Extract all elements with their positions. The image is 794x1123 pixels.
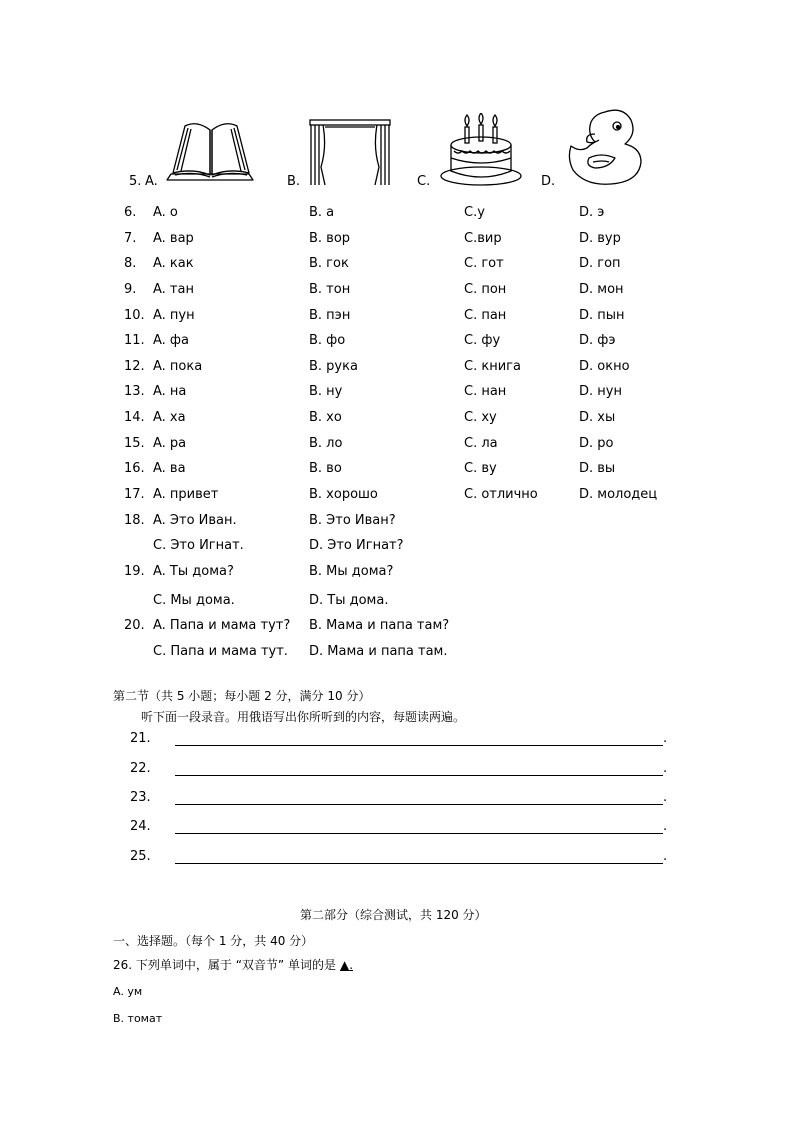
- line-end-period: .: [663, 819, 668, 834]
- option-b: B. томат: [113, 1012, 163, 1025]
- option-c: C. ху: [464, 410, 497, 425]
- question-number: 12.: [124, 359, 145, 374]
- question-number: 17.: [124, 487, 145, 502]
- option-c: C.у: [464, 205, 485, 220]
- option-a: A. привет: [153, 487, 219, 502]
- question-number: 20.: [124, 618, 145, 633]
- question-number: 9.: [124, 282, 137, 297]
- line-end-period: .: [663, 790, 668, 805]
- question-number: 23.: [130, 790, 151, 805]
- option-a: A. тан: [153, 282, 194, 297]
- option-label: D.: [541, 174, 556, 189]
- option-d: D. вур: [579, 231, 621, 246]
- option-c: C.вир: [464, 231, 502, 246]
- window-curtains-picture: [307, 117, 393, 187]
- option-d: D. нун: [579, 384, 622, 399]
- option-label: A.: [145, 174, 158, 189]
- option-a: A. ум: [113, 985, 143, 998]
- option-d: D. Это Игнат?: [309, 538, 404, 553]
- section-title: 第二节（共 5 小题；每小题 2 分，满分 10 分）: [113, 689, 371, 703]
- option-a: A. на: [153, 384, 187, 399]
- question-number: 13.: [124, 384, 145, 399]
- open-book-picture: [163, 116, 259, 186]
- line-end-period: .: [663, 731, 668, 746]
- option-c: C. Папа и мама тут.: [153, 644, 288, 659]
- option-a: A. как: [153, 256, 194, 271]
- question-number: 25.: [130, 849, 151, 864]
- option-b: B. Это Иван?: [309, 513, 396, 528]
- question-number: 10.: [124, 308, 145, 323]
- line-end-period: .: [663, 849, 668, 864]
- option-b: B. Мы дома?: [309, 564, 394, 579]
- option-c: C. книга: [464, 359, 521, 374]
- option-c: C. Это Игнат.: [153, 538, 244, 553]
- option-c: C. ву: [464, 461, 497, 476]
- option-c: C. фу: [464, 333, 501, 348]
- option-b: B. пэн: [309, 308, 351, 323]
- question-prompt: 26. 下列单词中，属于 “双音节” 单词的是: [113, 958, 336, 972]
- option-d: D. окно: [579, 359, 630, 374]
- option-b: B. хорошо: [309, 487, 378, 502]
- question-number: 16.: [124, 461, 145, 476]
- option-c: C. ла: [464, 436, 498, 451]
- section-instruction: 听下面一段录音。用俄语写出你所听到的内容，每题读两遍。: [141, 710, 466, 724]
- option-a: A. Папа и мама тут?: [153, 618, 291, 633]
- line-end-period: .: [663, 761, 668, 776]
- question-number: 21.: [130, 731, 151, 746]
- option-c: C. пан: [464, 308, 507, 323]
- question-number: 8.: [124, 256, 137, 271]
- option-d: D. Мама и папа там.: [309, 644, 448, 659]
- option-b: B. хо: [309, 410, 342, 425]
- option-c: C. нан: [464, 384, 507, 399]
- option-a: A. вар: [153, 231, 194, 246]
- question-number: 11.: [124, 333, 145, 348]
- question-number: 22.: [130, 761, 151, 776]
- answer-blank-mark: ▲: [339, 958, 350, 972]
- option-b: B. ло: [309, 436, 343, 451]
- option-b: B. тон: [309, 282, 351, 297]
- option-d: D. Ты дома.: [309, 593, 389, 608]
- answer-line[interactable]: [175, 833, 663, 834]
- option-b: B. ну: [309, 384, 343, 399]
- option-d: D. молодец: [579, 487, 658, 502]
- option-d: D. ро: [579, 436, 614, 451]
- answer-line[interactable]: [175, 745, 663, 746]
- section-heading: 一、选择题。（每个 1 分，共 40 分）: [113, 934, 314, 948]
- option-a: A. о: [153, 205, 178, 220]
- option-d: D. хы: [579, 410, 616, 425]
- question-number: 24.: [130, 819, 151, 834]
- option-a: A. пун: [153, 308, 195, 323]
- answer-line[interactable]: [175, 775, 663, 776]
- option-c: C. Мы дома.: [153, 593, 235, 608]
- question-number: 6.: [124, 205, 137, 220]
- option-a: A. фа: [153, 333, 190, 348]
- question-number: 7.: [124, 231, 137, 246]
- option-d: D. вы: [579, 461, 616, 476]
- answer-line[interactable]: [175, 863, 663, 864]
- option-a: A. Это Иван.: [153, 513, 237, 528]
- answer-line[interactable]: [175, 804, 663, 805]
- option-c: C. гот: [464, 256, 504, 271]
- birthday-cake-picture: [438, 113, 524, 189]
- option-a: A. ха: [153, 410, 186, 425]
- question-number: 15.: [124, 436, 145, 451]
- question-number: 19.: [124, 564, 145, 579]
- option-d: D. э: [579, 205, 605, 220]
- option-a: A. Ты дома?: [153, 564, 234, 579]
- option-b: B. а: [309, 205, 335, 220]
- option-a: A. пока: [153, 359, 203, 374]
- option-b: B. гок: [309, 256, 349, 271]
- option-d: D. фэ: [579, 333, 616, 348]
- duck-picture: [565, 104, 645, 188]
- option-a: A. ра: [153, 436, 187, 451]
- question-number: 5.: [129, 174, 142, 189]
- option-b: B. Мама и папа там?: [309, 618, 450, 633]
- option-label: C.: [417, 174, 431, 189]
- option-label: B.: [287, 174, 301, 189]
- option-b: B. рука: [309, 359, 358, 374]
- option-b: B. вор: [309, 231, 351, 246]
- question-number: 18.: [124, 513, 145, 528]
- question-26: [113, 956, 357, 973]
- option-c: C. отлично: [464, 487, 538, 502]
- option-a: A. ва: [153, 461, 186, 476]
- option-c: C. пон: [464, 282, 507, 297]
- part-title: 第二部分（综合测试，共 120 分）: [300, 908, 487, 922]
- option-d: D. пын: [579, 308, 625, 323]
- option-d: D. гоп: [579, 256, 621, 271]
- question-number: 14.: [124, 410, 145, 425]
- line-end-period: .: [349, 958, 354, 972]
- option-d: D. мон: [579, 282, 624, 297]
- option-b: B. во: [309, 461, 342, 476]
- option-b: B. фо: [309, 333, 346, 348]
